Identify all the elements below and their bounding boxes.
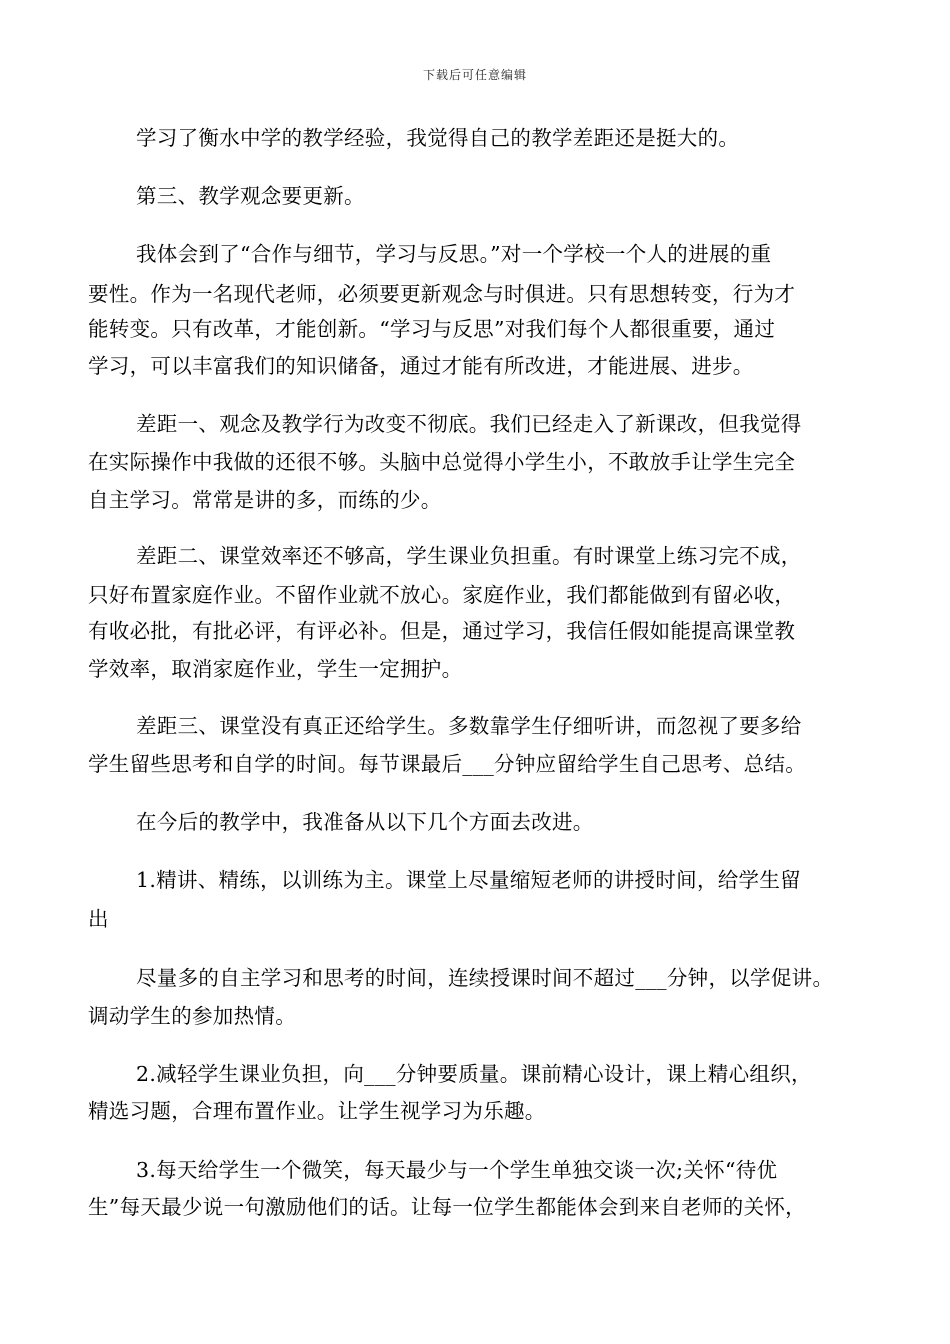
text-line: 我体会到了“合作与细节，学习与反思。”对一个学校一个人的进展的重 [136,242,772,266]
text-line: 学习了衡水中学的教学经验，我觉得自己的教学差距还是挺大的。 [136,126,740,150]
text-line: 生”每天最少说一句激励他们的话。让每一位学生都能体会到来自老师的关怀， [88,1195,806,1219]
text-line: 出 [88,907,109,931]
text-line: 差距三、课堂没有真正还给学生。多数靠学生仔细听讲，而忽视了要多给 [136,714,802,738]
page-header: 下载后可任意编辑 [422,68,527,82]
text-line: 学效率，取消家庭作业，学生一定拥护。 [88,657,463,681]
text-line: 2.减轻学生课业负担，向___分钟要质量。课前精心设计，课上精心组织， [136,1062,812,1086]
text-line: 学习，可以丰富我们的知识储备，通过才能有所改进，才能进展、进步。 [88,354,754,378]
text-line: 1.精讲、精练，以训练为主。课堂上尽量缩短老师的讲授时间，给学生留 [136,868,801,892]
text-line: 在今后的教学中，我准备从以下几个方面去改进。 [136,810,594,834]
text-line: 差距一、观念及教学行为改变不彻底。我们已经走入了新课改，但我觉得 [136,412,802,436]
text-line: 能转变。只有改革，才能创新。“学习与反思”对我们每个人都很重要，通过 [88,317,776,341]
text-line: 有收必批，有批必评，有评必补。但是，通过学习，我信任假如能提高课堂教 [88,619,796,643]
text-line: 调动学生的参加热情。 [88,1004,296,1028]
text-line: 第三、教学观念要更新。 [136,184,365,208]
text-line: 3.每天给学生一个微笑，每天最少与一个学生单独交谈一次;关怀“待优 [136,1158,778,1182]
text-line: 精选习题，合理布置作业。让学生视学习为乐趣。 [88,1099,546,1123]
text-line: 自主学习。常常是讲的多，而练的少。 [88,488,442,512]
text-line: 在实际操作中我做的还很不够。头脑中总觉得小学生小，不敢放手让学生完全 [88,450,796,474]
text-line: 尽量多的自主学习和思考的时间，连续授课时间不超过___分钟，以学促讲。 [136,966,834,990]
text-line: 差距二、课堂效率还不够高，学生课业负担重。有时课堂上练习完不成， [136,544,802,568]
text-line: 学生留些思考和自学的时间。每节课最后___分钟应留给学生自己思考、总结。 [88,752,807,776]
text-line: 要性。作为一名现代老师，必须要更新观念与时俱进。只有思想转变，行为才 [88,282,796,306]
text-line: 只好布置家庭作业。不留作业就不放心。家庭作业，我们都能做到有留必收， [88,583,796,607]
